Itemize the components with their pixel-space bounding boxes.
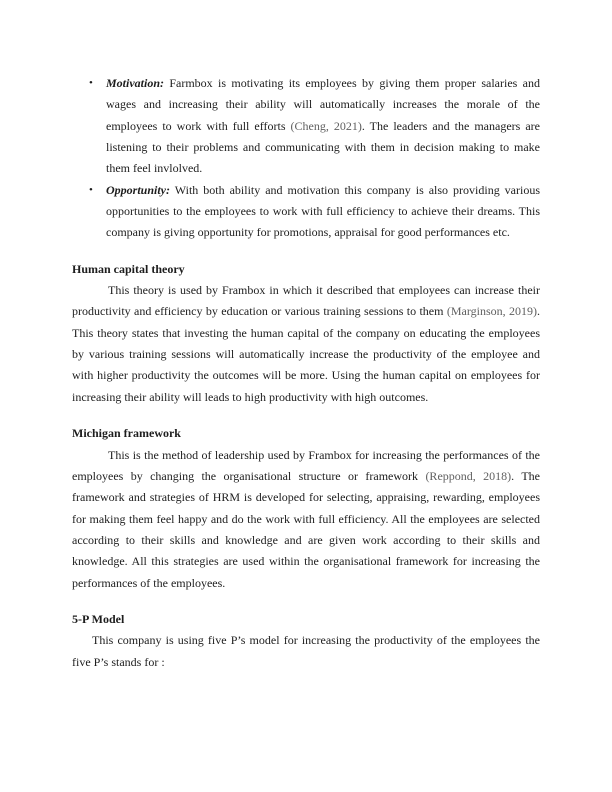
- citation-text: (Marginson, 2019): [446, 304, 537, 319]
- bullet-icon: •: [89, 183, 93, 196]
- body-text: With both ability and motivation this company is also providing various opportunities to the employees to work with full efficiency to achieve their dreams. This company is giving opportunity for promotions, appraisal for good performances etc.: [106, 182, 540, 240]
- bullet-item-motivation: [89, 73, 540, 180]
- paragraph-human-capital-theory: [72, 280, 540, 408]
- bullet-list: [72, 73, 540, 244]
- bullet-label-motivation: Motivation:: [106, 76, 165, 90]
- citation-text: (Reppond, 2018): [425, 468, 512, 483]
- body-text: This is the method of leadership used by Frambox for increasing the performances of the employees by changing the organisational structure or framework: [72, 447, 540, 483]
- bullet-label-opportunity: Opportunity:: [106, 182, 171, 197]
- body-text: This company is using five P’s model for increasing the productivity of the employees the five P’s stands for :: [72, 633, 540, 669]
- bullet-icon: •: [89, 77, 93, 89]
- bullet-paragraph-opportunity: [106, 183, 540, 240]
- paragraph-michigan-framework: [72, 445, 540, 594]
- paragraph-five-p-model: [72, 630, 540, 673]
- bullet-item-opportunity: [89, 180, 540, 244]
- bullet-paragraph-motivation: [106, 76, 540, 175]
- body-text: . The framework and strategies of HRM is developed for selecting, appraising, rewarding, employees for making them feel happy and do the work with full efficiency. All the employees are selected according to their skills and knowledge and are given work according to their skills and knowledge. All this strategies are used within the organisational framework for increasing the performances of the employees.: [72, 468, 540, 590]
- heading-five-p-model: 5-P Model: [72, 611, 125, 626]
- body-text: . This theory states that investing the human capital of the company on educating the employees by various training sessions will automatically increase the productivity of the employee and with higher productivity the outcomes will be more. Using the human capital on employees for increasing their ability will leads to high productivity with high outcomes.: [72, 304, 540, 404]
- heading-human-capital-theory: Human capital theory: [72, 261, 185, 276]
- body-text: . The leaders and the managers are listening to their problems and communicating with them in decision making to make them feel invlolved.: [106, 118, 540, 176]
- citation-text: (Cheng, 2021): [290, 118, 362, 133]
- heading-michigan-framework: Michigan framework: [72, 426, 181, 441]
- body-text: This theory is used by Frambox in which it described that employees can increase their productivity and efficiency by education or various training sessions to them: [72, 283, 540, 319]
- body-text: Farmbox is motivating its employees by giving them proper salaries and wages and increasing their ability will automatically increases the morale of the employees to work with full efforts: [106, 76, 540, 133]
